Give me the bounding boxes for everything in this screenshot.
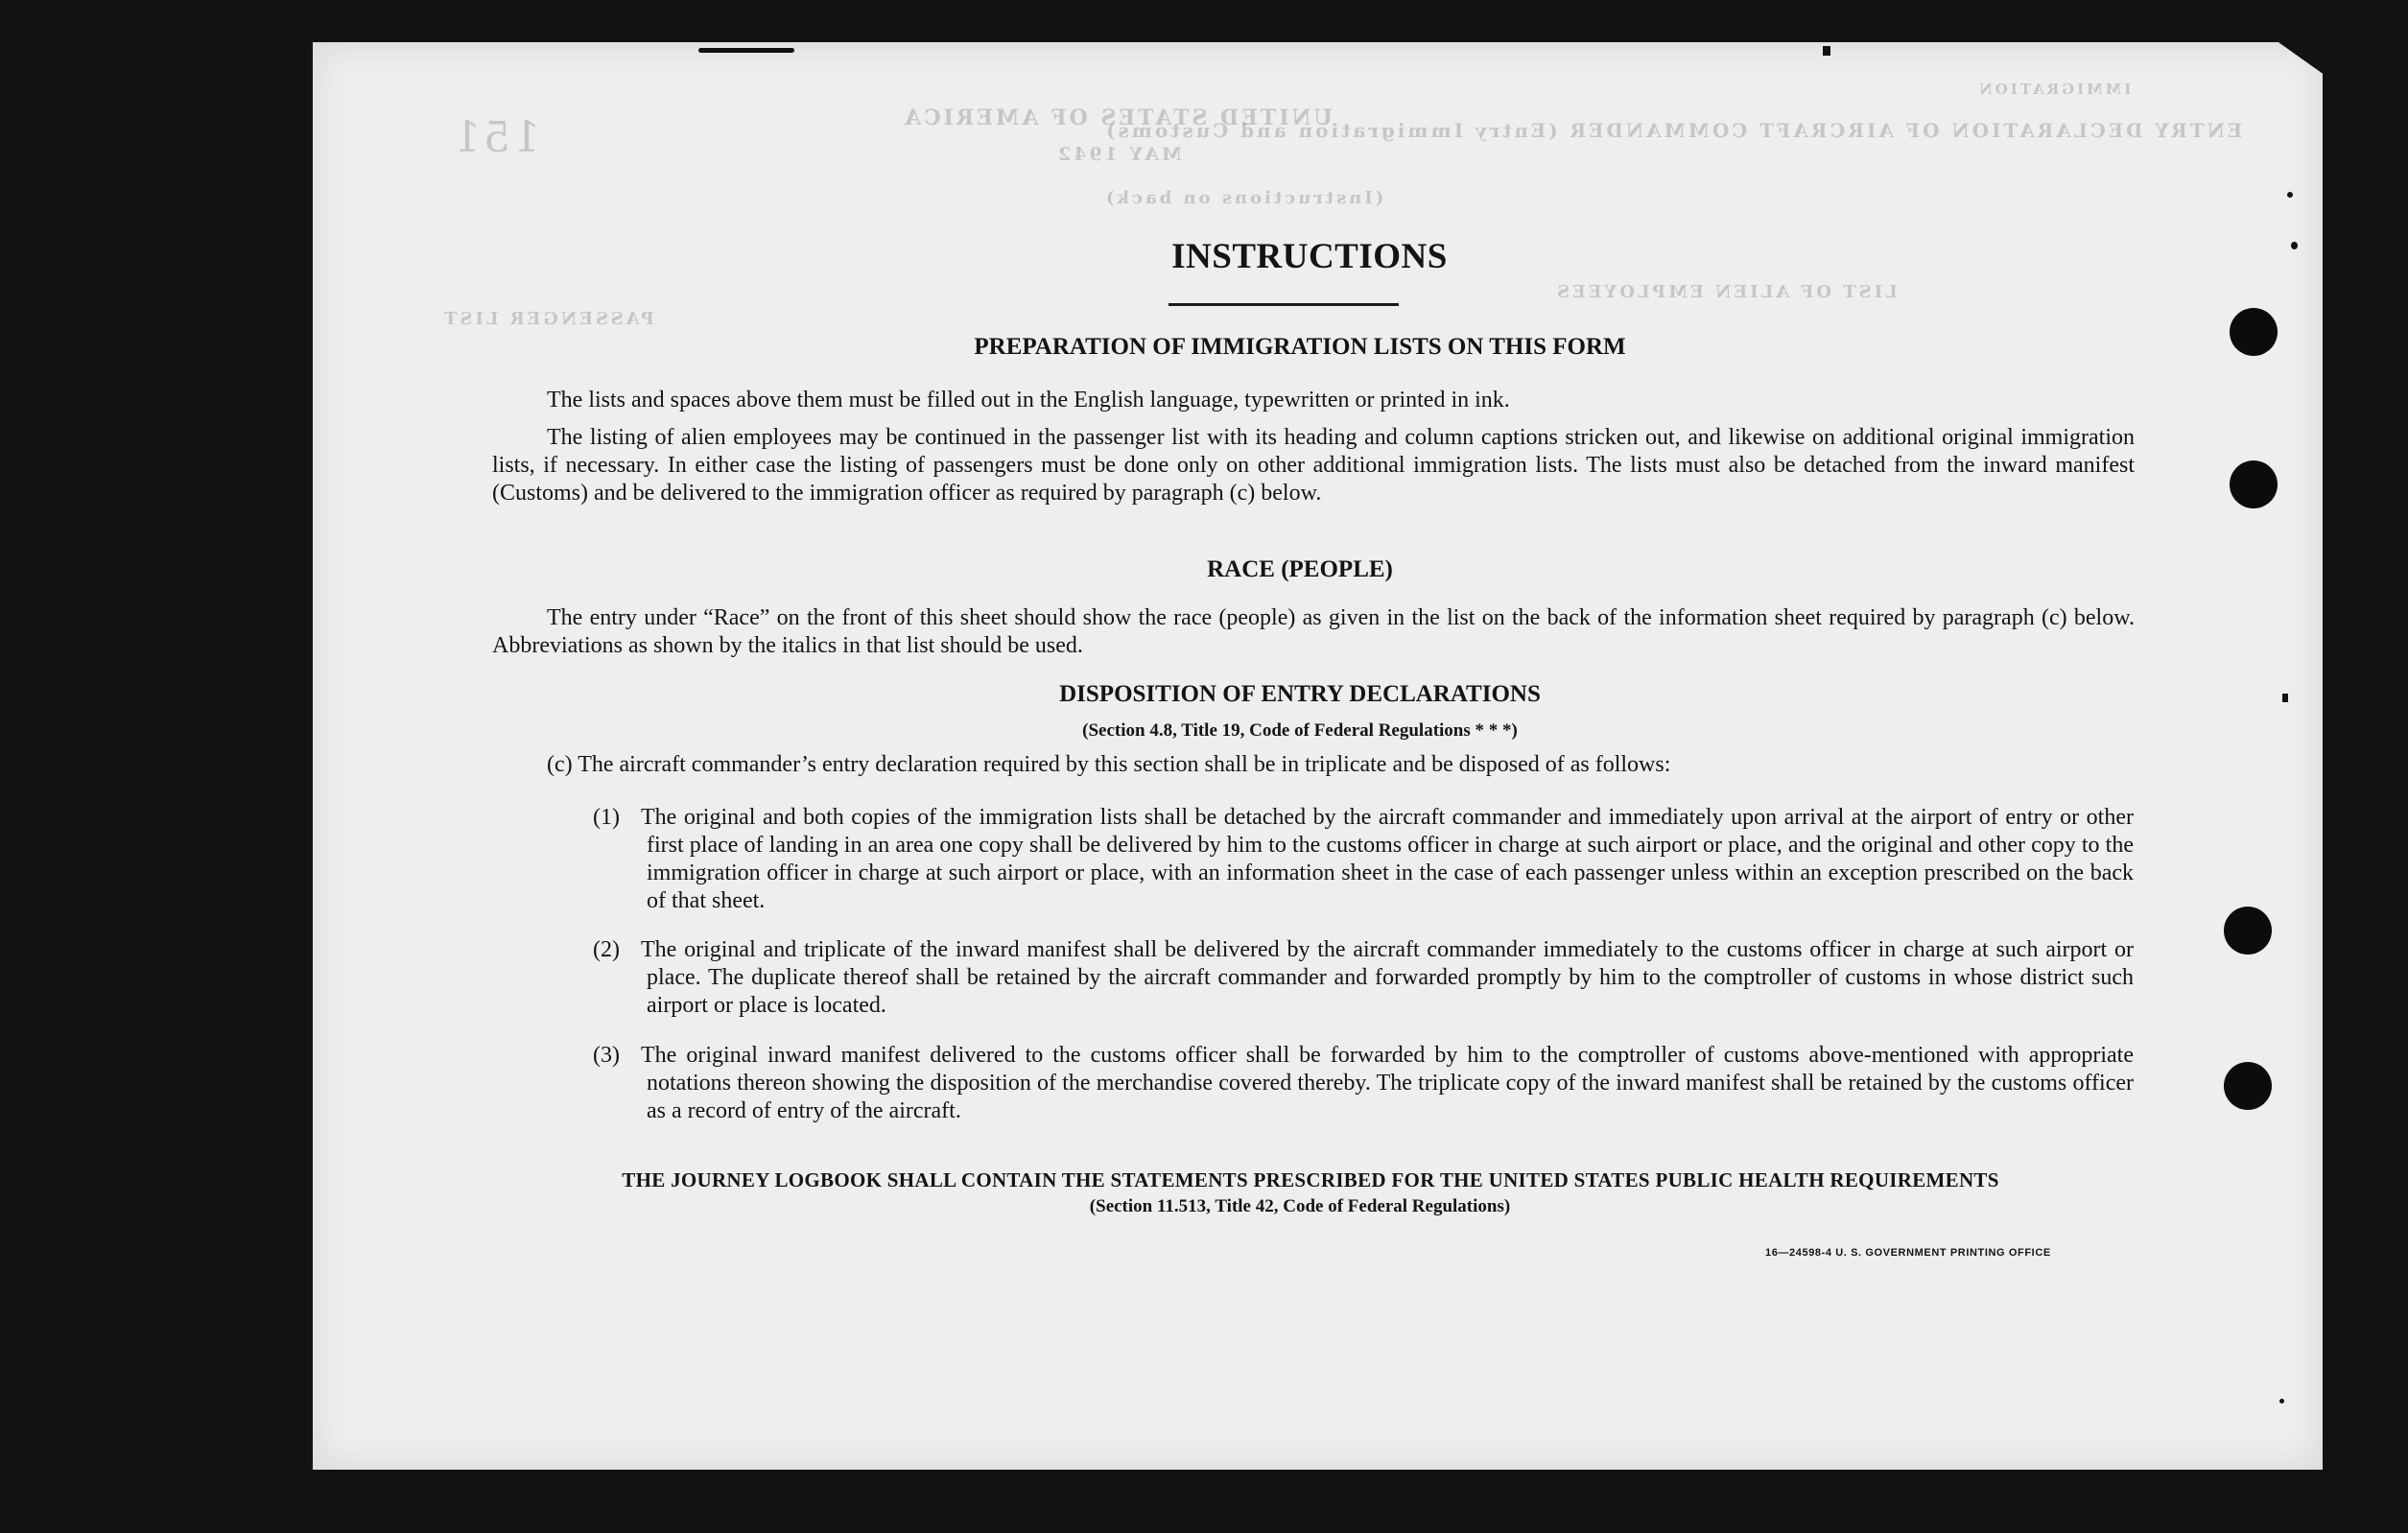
bleed-through-text: (Instructions on back)	[1103, 188, 1384, 208]
section-heading: DISPOSITION OF ENTRY DECLARATIONS	[1059, 681, 1541, 707]
bleed-through-text: IMMIGRATION	[1976, 81, 2132, 98]
list-item	[593, 936, 2134, 1020]
item-number: (3)	[593, 1043, 620, 1068]
paragraph: The listing of alien employees may be continued in the passenger list with its heading and column captions stricken out, and likewise on additional original immigration lists, if necessary. In either case the listing of passengers must be done only on other additional immigration lists. The lists must also be detached from the inward manifest (Customs) and be delivered to the immigration officer as required by paragraph (c) below.	[492, 425, 2135, 506]
section-subheading: (Section 4.8, Title 19, Code of Federal Regulations * * *)	[1082, 720, 1518, 741]
title-underline	[1169, 303, 1399, 306]
paragraph: The entry under “Race” on the front of this sheet should show the race (people) as given in the list on the back of the information sheet required by paragraph (c) below. Abbreviations as shown by the italics in that list should be used.	[492, 605, 2135, 658]
item-text: The original and triplicate of the inward manifest shall be delivered by the aircraft commander immediately to the customs officer in charge at such airport or place. The duplicate thereof shall be retained by the aircraft commander and forwarded promptly by him to the comptroller of customs in whose district such airport or place is located.	[641, 937, 2134, 1018]
section-heading: PREPARATION OF IMMIGRATION LISTS ON THIS FORM	[974, 334, 1626, 360]
footer-citation: (Section 11.513, Title 42, Code of Federal Regulations)	[1089, 1196, 1511, 1216]
item-text: The original inward manifest delivered to the customs officer shall be forwarded by him to the comptroller of customs above-mentioned with appropriate notations thereon showing the disposition of the merchandise covered thereby. The triplicate copy of the inward manifest shall be retained by the customs officer as a record of entry of the aircraft.	[641, 1043, 2134, 1123]
paragraph: The lists and spaces above them must be filled out in the English language, typewritten or printed in ink.	[547, 388, 1510, 413]
bleed-through-text: ENTRY DECLARATION OF AIRCRAFT COMMANDER (Entry Immigration and Customs)	[1103, 119, 2243, 142]
item-number: (1)	[593, 805, 620, 830]
item-text: The original and both copies of the immigration lists shall be detached by the aircraft commander and immediately upon arrival at the airport of entry or other first place of landing in an area one copy shall be delivered by him to the customs officer in charge at such airport or place, and the original and other copy to the immigration officer in charge at such airport or place, with an information sheet in the case of each passenger unless within an exception prescribed on the back of that sheet.	[641, 805, 2134, 913]
list-item	[593, 1042, 2134, 1125]
list-item	[593, 804, 2134, 915]
page-title: INSTRUCTIONS	[1171, 237, 1448, 276]
bleed-through-text: MAY 1942	[1055, 144, 1182, 165]
printer-imprint: 16—24598-4 U. S. GOVERNMENT PRINTING OFFICE	[1765, 1247, 2051, 1259]
section-heading: RACE (PEOPLE)	[1207, 556, 1393, 582]
bleed-through-text: UNITED STATES OF AMERICA	[902, 106, 1333, 130]
footer-notice: THE JOURNEY LOGBOOK SHALL CONTAIN THE STATEMENTS PRESCRIBED FOR THE UNITED STATES PUBLIC HEALTH REQUIREMENTS	[622, 1168, 1999, 1191]
bleed-through-text: LIST OF ALIEN EMPLOYEES	[1554, 282, 1898, 302]
item-number: (2)	[593, 937, 620, 962]
bleed-through-text: 151	[451, 113, 540, 162]
bleed-through-text: PASSENGER LIST	[441, 309, 654, 329]
clause-text: (c) The aircraft commander’s entry declaration required by this section shall be in triplicate and be disposed of as follows:	[547, 752, 1671, 777]
